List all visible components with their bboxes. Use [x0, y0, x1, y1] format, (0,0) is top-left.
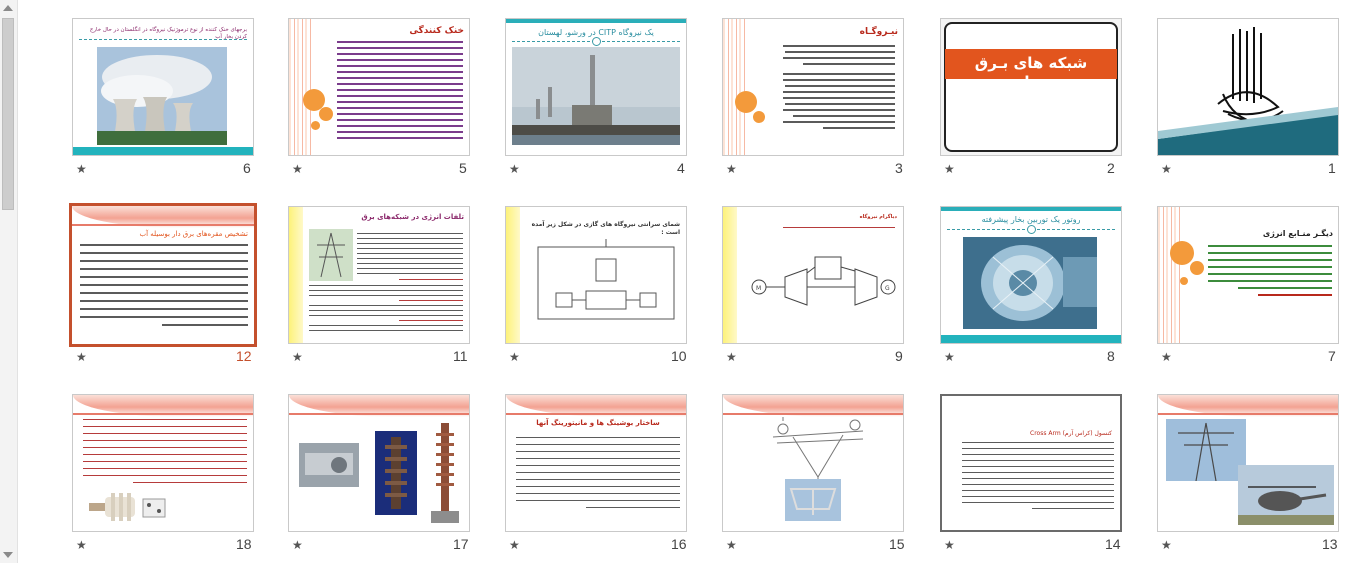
slide-title: تشخیص مقره‌های برق دار بوسیله آب [139, 230, 248, 238]
slide-title: روتور یک توربین بخار پیشرفته [981, 215, 1081, 224]
slide-title: تلفات انرژی در شبکه‌های برق [361, 213, 464, 221]
slide-thumbnail-1[interactable] [1157, 18, 1339, 156]
slide-thumbnail-3[interactable] [722, 18, 904, 156]
calligraphy-logo [1158, 19, 1338, 155]
slide-number: 14 [1105, 536, 1121, 552]
helicopter-photo [1238, 465, 1334, 525]
slide-title: برجهای خنک کننده از نوع ترموژنیک نیروگاه در انگلستان در حال خارج کردن بخار آب [89, 27, 247, 40]
bushing-component-photo [87, 487, 171, 527]
animation-star-icon: ★ [76, 538, 87, 552]
animation-star-icon: ★ [292, 538, 303, 552]
slide-number: 3 [895, 160, 903, 176]
slide-title: دیاگرام نیروگاه [859, 214, 897, 220]
slide-thumbnail-17[interactable] [288, 394, 470, 532]
slide-number: 7 [1328, 348, 1336, 364]
slide-thumbnail-12[interactable] [69, 203, 257, 347]
animation-star-icon: ★ [726, 350, 737, 364]
slide-title: یک نیروگاه CITP در ورشو، لهستان [538, 28, 654, 37]
scroll-up-arrow-icon[interactable] [3, 5, 13, 11]
slide-thumbnail-18[interactable] [72, 394, 254, 532]
slide-title: شبکه های بـرق رسـانی [974, 54, 1088, 91]
slide-title: کنسول (کراس آرم) Cross Arm [1030, 430, 1112, 437]
scroll-down-arrow-icon[interactable] [3, 552, 13, 558]
crossarm-tower-photo [1166, 419, 1246, 481]
slide-thumbnail-11[interactable] [288, 206, 470, 344]
slide-thumbnail-5[interactable] [288, 18, 470, 156]
slide-number: 16 [671, 536, 687, 552]
insulator-bushing-photo [375, 431, 417, 515]
slide-title: نیـروگـاه [859, 27, 898, 37]
slide-thumbnail-10[interactable] [505, 206, 687, 344]
slide-thumbnail-14[interactable] [940, 394, 1122, 532]
slide-number: 18 [236, 536, 252, 552]
turbine-rotor-photo [963, 237, 1097, 329]
slide-number: 5 [459, 160, 467, 176]
slide-number: 12 [236, 348, 252, 364]
slide-title: ساختار بوشینگ ها و مانیتورینگ آنها [536, 419, 660, 427]
slide-thumbnail-7[interactable] [1157, 206, 1339, 344]
plant-diagram [745, 237, 899, 327]
slide-number: 17 [453, 536, 469, 552]
slide-number: 1 [1328, 160, 1336, 176]
animation-star-icon: ★ [944, 350, 955, 364]
slide-thumbnail-15[interactable] [722, 394, 904, 532]
animation-star-icon: ★ [944, 162, 955, 176]
slide-number: 4 [677, 160, 685, 176]
slide-thumbnail-13[interactable] [1157, 394, 1339, 532]
slide-title: دیگـر منـابع انرژی [1262, 229, 1333, 238]
tall-bushing-photo [425, 419, 465, 525]
crossarm-sketch [763, 417, 873, 487]
slide-number: 9 [895, 348, 903, 364]
animation-star-icon: ★ [509, 350, 520, 364]
slide-thumbnail-6[interactable] [72, 18, 254, 156]
slide-number: 2 [1107, 160, 1115, 176]
insulator-photo [785, 479, 841, 521]
slide-thumbnail-9[interactable] [722, 206, 904, 344]
animation-star-icon: ★ [944, 538, 955, 552]
slide-title: خنک کنندگی [409, 26, 464, 36]
animation-star-icon: ★ [1161, 350, 1172, 364]
slide-number: 11 [453, 348, 468, 364]
svg-text:M: M [756, 285, 762, 292]
animation-star-icon: ★ [292, 162, 303, 176]
power-plant-photo [512, 47, 680, 145]
animation-star-icon: ★ [1161, 538, 1172, 552]
vertical-scrollbar[interactable] [0, 0, 18, 563]
animation-star-icon: ★ [726, 162, 737, 176]
animation-star-icon: ★ [76, 350, 87, 364]
animation-star-icon: ★ [1161, 162, 1172, 176]
animation-star-icon: ★ [76, 162, 87, 176]
slide-thumbnail-16[interactable] [505, 394, 687, 532]
svg-text:G: G [885, 285, 890, 292]
animation-star-icon: ★ [509, 538, 520, 552]
scrollbar-thumb[interactable] [2, 18, 14, 210]
slide-thumbnail-2[interactable] [940, 18, 1122, 156]
animation-star-icon: ★ [726, 538, 737, 552]
slide-title: شمای سرانتی نیروگاه های گازی در شکل زیر آمده است : [531, 221, 680, 236]
slide-number: 10 [671, 348, 687, 364]
gas-turbine-diagram [528, 237, 682, 327]
slide-thumbnail-8[interactable] [940, 206, 1122, 344]
slide-number: 6 [243, 160, 251, 176]
slide-number: 8 [1107, 348, 1115, 364]
transmission-tower-photo [309, 229, 353, 281]
bushing-photo [299, 443, 359, 487]
cooling-towers-photo [97, 47, 227, 145]
slide-number: 13 [1322, 536, 1338, 552]
animation-star-icon: ★ [509, 162, 520, 176]
animation-star-icon: ★ [292, 350, 303, 364]
slide-number: 15 [889, 536, 905, 552]
slide-thumbnail-4[interactable] [505, 18, 687, 156]
